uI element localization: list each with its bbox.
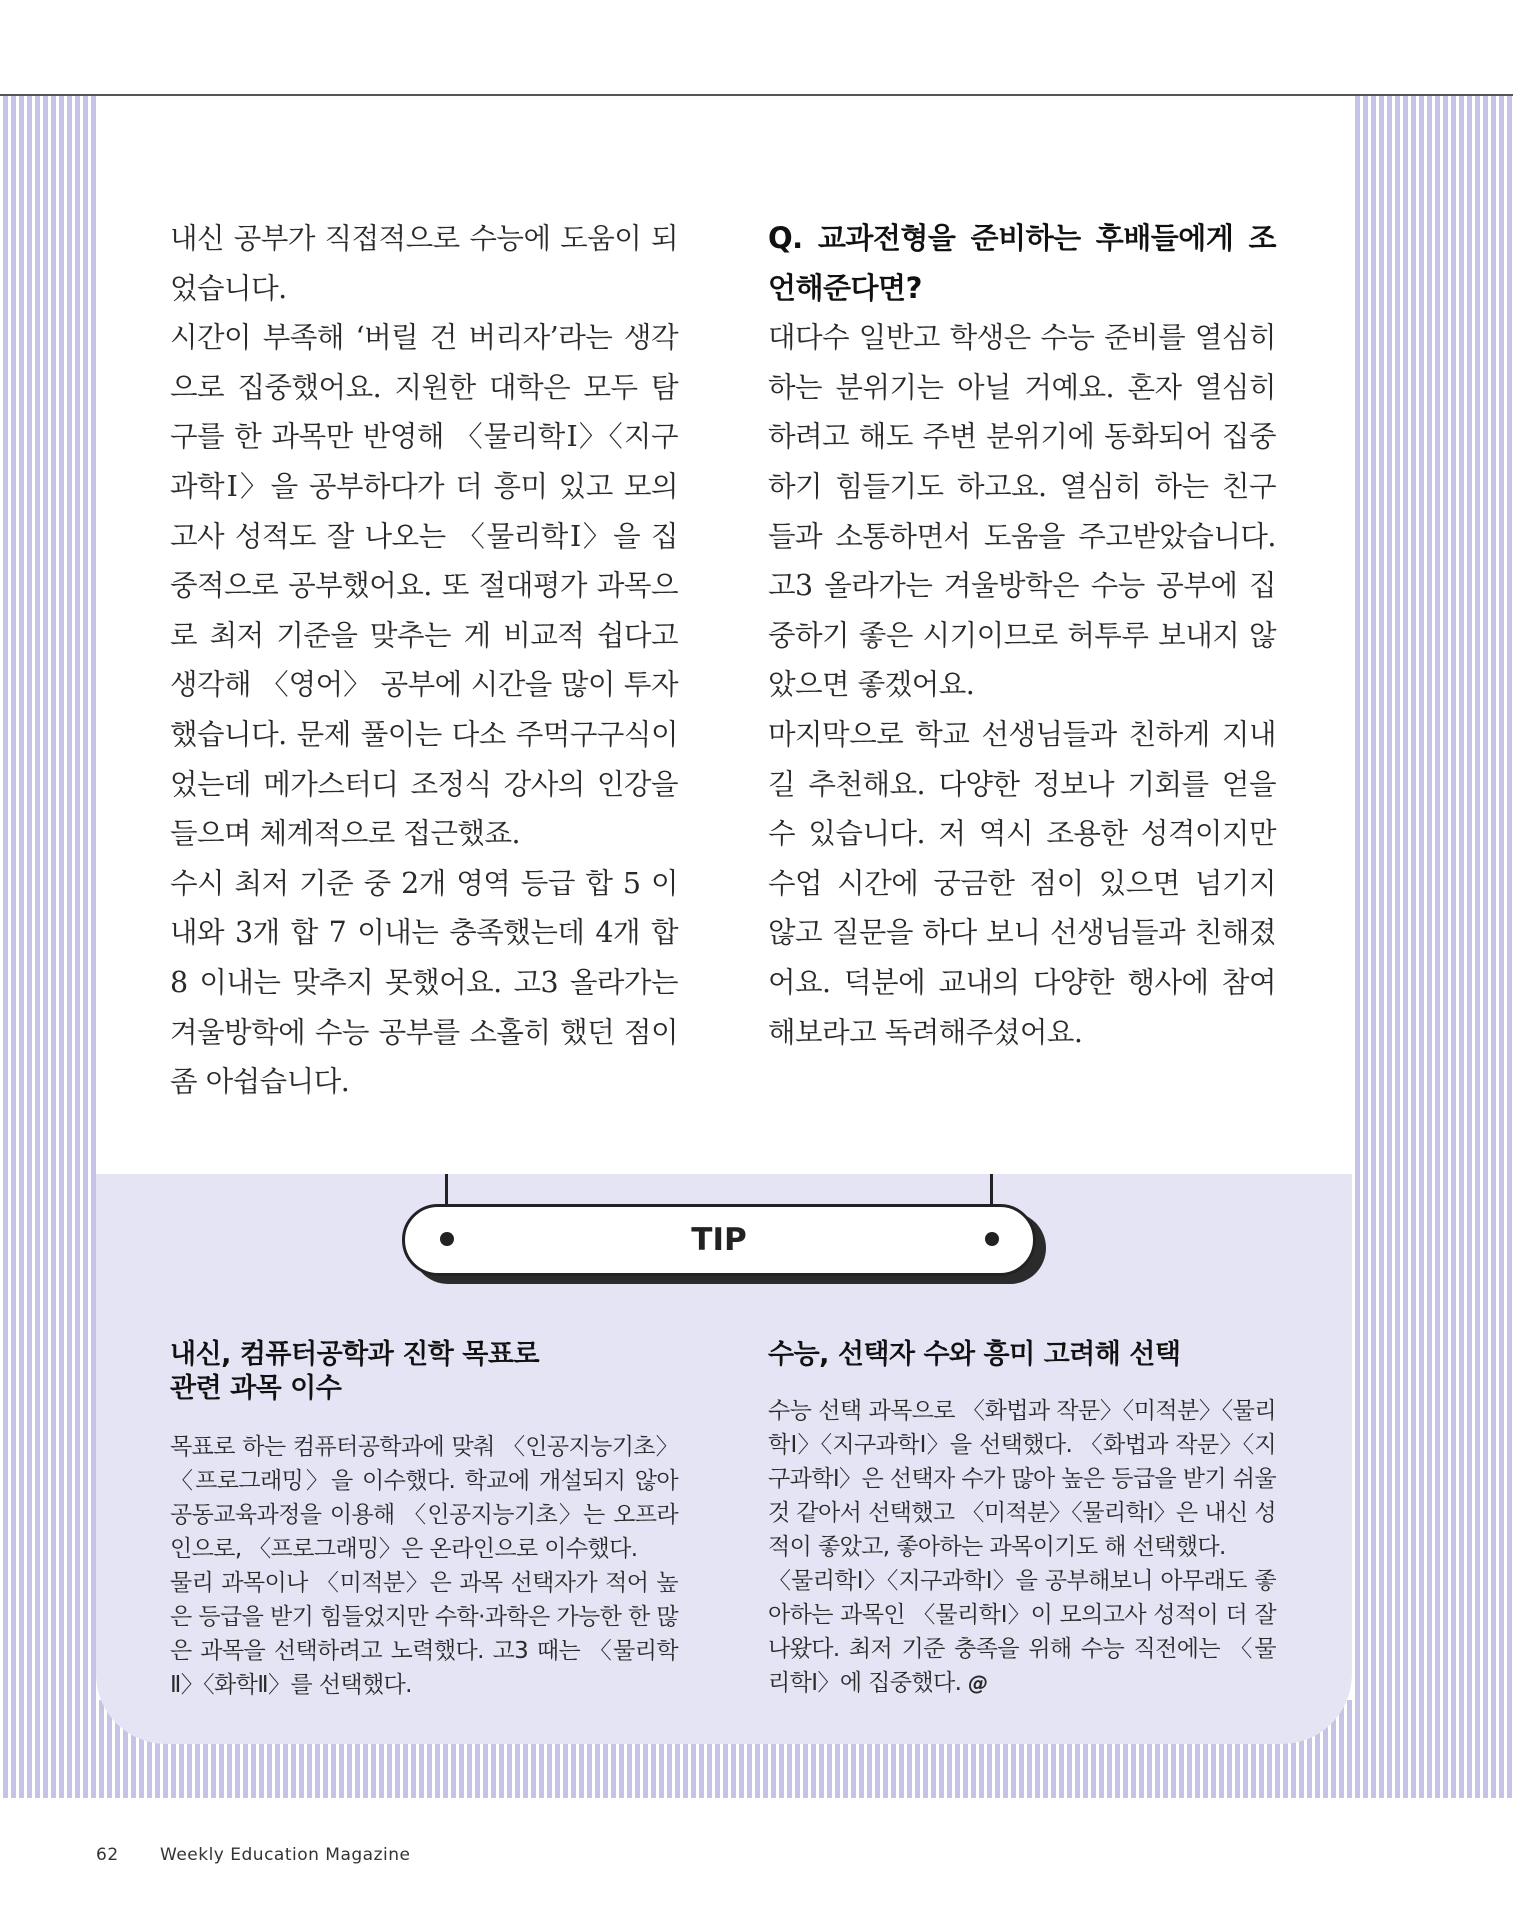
article-paragraph: 수시 최저 기준 중 2개 영역 등급 합 5 이내와 3개 합 7 이내는 충족했는데 4개 합 8 이내는 맞추지 못했어요. 고3 올라가는 겨울방학에 수능 공부를 소홀히 했던 점이 좀 아쉽습니다.: [170, 866, 678, 1099]
tip-left-body: [170, 1430, 678, 1702]
tip-left-heading-line2: 관련 과목 이수: [170, 1373, 342, 1404]
question-heading: Q. 교과전형을 준비하는 후배들에게 조언해준다면?: [768, 221, 1276, 305]
tip-badge: [402, 1204, 1036, 1276]
magazine-end-mark-icon: @: [968, 1671, 988, 1695]
magazine-title: Weekly Education Magazine: [160, 1845, 411, 1865]
article-right-column: [768, 214, 1276, 1057]
article-paragraph: 시간이 부족해 ‘버릴 건 버리자’라는 생각으로 집중했어요. 지원한 대학은 모두 탐구를 한 과목만 반영해 〈물리학Ⅰ〉〈지구과학Ⅰ〉을 공부하다가 더 흥미 있고 모의고사 성적도 잘 나오는 〈물리학Ⅰ〉을 집중적으로 공부했어요. 또 절대평가 과목으로 최저 기준을 맞추는 게 비교적 쉽다고 생각해 〈영어〉 공부에 시간을 많이 투자했습니다. 문제 풀이는 다소 주먹구구식이었는데 메가스터디 조정식 강사의 인강을 들으며 체계적으로 접근했죠.: [170, 321, 678, 851]
tip-paragraph: 수능 선택 과목으로 〈화법과 작문〉〈미적분〉〈물리학Ⅰ〉〈지구과학Ⅰ〉을 선택했다. 〈화법과 작문〉〈지구과학Ⅰ〉은 선택자 수가 많아 높은 등급을 받기 쉬울 것 같아서 선택했고 〈미적분〉〈물리학Ⅰ〉은 내신 성적이 좋았고, 좋아하는 과목이기도 해 선택했다.: [768, 1398, 1276, 1560]
tip-left-heading-line1: 내신, 컴퓨터공학과 진학 목표로: [170, 1339, 540, 1370]
tip-pin-left: [440, 1232, 454, 1246]
tip-right-heading: [768, 1338, 1276, 1372]
article-paragraph: 내신 공부가 직접적으로 수능에 도움이 되었습니다.: [170, 222, 678, 305]
article-paragraph: 마지막으로 학교 선생님들과 친하게 지내길 추천해요. 다양한 정보나 기회를 얻을 수 있습니다. 저 역시 조용한 성격이지만 수업 시간에 궁금한 점이 있으면 넘기지 않고 질문을 하다 보니 선생님들과 친해졌어요. 덕분에 교내의 다양한 행사에 참여해보라고 독려해주셨어요.: [768, 717, 1276, 1049]
page-number: 62: [96, 1845, 119, 1865]
tip-left-heading: [170, 1338, 678, 1406]
tip-right-body: [768, 1394, 1276, 1700]
tip-pin-right: [985, 1232, 999, 1246]
left-stripe-border: [0, 96, 96, 1798]
tip-paragraph: [768, 1564, 1276, 1700]
tip-paragraph: 목표로 하는 컴퓨터공학과에 맞춰 〈인공지능기초〉〈프로그래밍〉을 이수했다. 학교에 개설되지 않아 공동교육과정을 이용해 〈인공지능기초〉는 오프라인으로, 〈프로그래밍〉은 온라인으로 이수했다.: [170, 1434, 678, 1562]
right-stripe-border: [1352, 96, 1513, 1798]
tip-paragraph-text: 〈물리학Ⅰ〉〈지구과학Ⅰ〉을 공부해보니 아무래도 좋아하는 과목인 〈물리학Ⅰ〉이 모의고사 성적이 더 잘 나왔다. 최저 기준 충족을 위해 수능 직전에는 〈물리학Ⅰ〉에 집중했다.: [768, 1568, 1276, 1696]
tip-badge-label: TIP: [691, 1222, 747, 1258]
tip-paragraph: 물리 과목이나 〈미적분〉은 과목 선택자가 적어 높은 등급을 받기 힘들었지만 수학·과학은 가능한 한 많은 과목을 선택하려고 노력했다. 고3 때는 〈물리학Ⅱ〉〈화학Ⅱ〉를 선택했다.: [170, 1570, 678, 1698]
article-left-column: [170, 214, 678, 1107]
article-paragraph: 대다수 일반고 학생은 수능 준비를 열심히 하는 분위기는 아닐 거예요. 혼자 열심히 하려고 해도 주변 분위기에 동화되어 집중하기 힘들기도 하고요. 열심히 하는 친구들과 소통하면서 도움을 주고받았습니다. 고3 올라가는 겨울방학은 수능 공부에 집중하기 좋은 시기이므로 허투루 보내지 않았으면 좋겠어요.: [768, 321, 1276, 702]
tip-right-heading-text: 수능, 선택자 수와 흥미 고려해 선택: [768, 1339, 1181, 1370]
